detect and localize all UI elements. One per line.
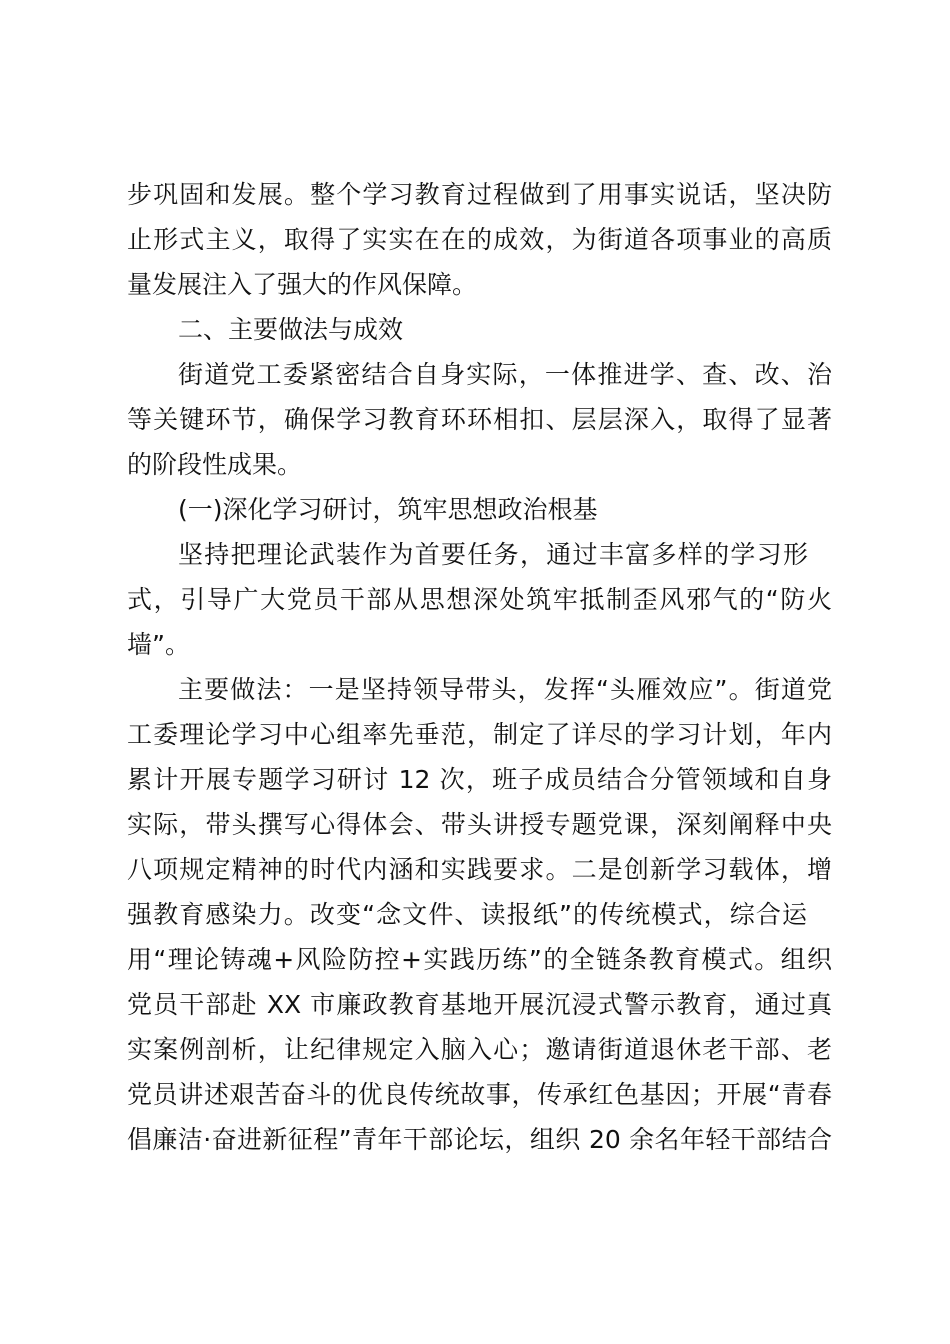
body-text-line: 倡廉洁·奋进新征程”青年干部论坛，组织 20 余名年轻干部结合 [127,1125,832,1154]
body-text-line: 等关键环节，确保学习教育环环相扣、层层深入，取得了显著 [127,405,832,434]
body-text-line: 用“理论铸魂+风险防控+实践历练”的全链条教育模式。组织 [127,945,832,974]
section-heading: 二、主要做法与成效 [178,315,404,344]
body-text-line: 街道党工委紧密结合自身实际，一体推进学、查、改、治 [178,360,832,389]
body-text-line: 主要做法：一是坚持领导带头，发挥“头雁效应”。街道党 [178,675,832,704]
body-text-line: 坚持把理论武装作为首要任务，通过丰富多样的学习形 [178,540,808,569]
body-text-line: 的阶段性成果。 [127,450,303,479]
body-text-line: 党员讲述艰苦奋斗的优良传统故事，传承红色基因；开展“青春 [127,1080,832,1109]
body-text-line: 党员干部赴 XX 市廉政教育基地开展沉浸式警示教育，通过真 [127,990,832,1019]
body-text-line: 步巩固和发展。整个学习教育过程做到了用事实说话，坚决防 [127,180,832,209]
body-text-line: 八项规定精神的时代内涵和实践要求。二是创新学习载体，增 [127,855,832,884]
body-text-line: 累计开展专题学习研讨 12 次，班子成员结合分管领域和自身 [127,765,832,794]
body-text-line: 实案例剖析，让纪律规定入脑入心；邀请街道退休老干部、老 [127,1035,832,1064]
subsection-heading: (一)深化学习研讨，筑牢思想政治根基 [178,495,598,524]
body-text-line: 实际，带头撰写心得体会、带头讲授专题党课，深刻阐释中央 [127,810,832,839]
body-text-line: 量发展注入了强大的作风保障。 [127,270,478,299]
body-text-line: 工委理论学习中心组率先垂范，制定了详尽的学习计划，年内 [127,720,832,749]
body-text-line: 式，引导广大党员干部从思想深处筑牢抵制歪风邪气的“防火 [127,585,832,614]
body-text-line: 止形式主义，取得了实实在在的成效，为街道各项事业的高质 [127,225,832,254]
body-text-line: 墙”。 [127,630,190,659]
body-text-line: 强教育感染力。改变“念文件、读报纸”的传统模式，综合运 [127,900,807,929]
